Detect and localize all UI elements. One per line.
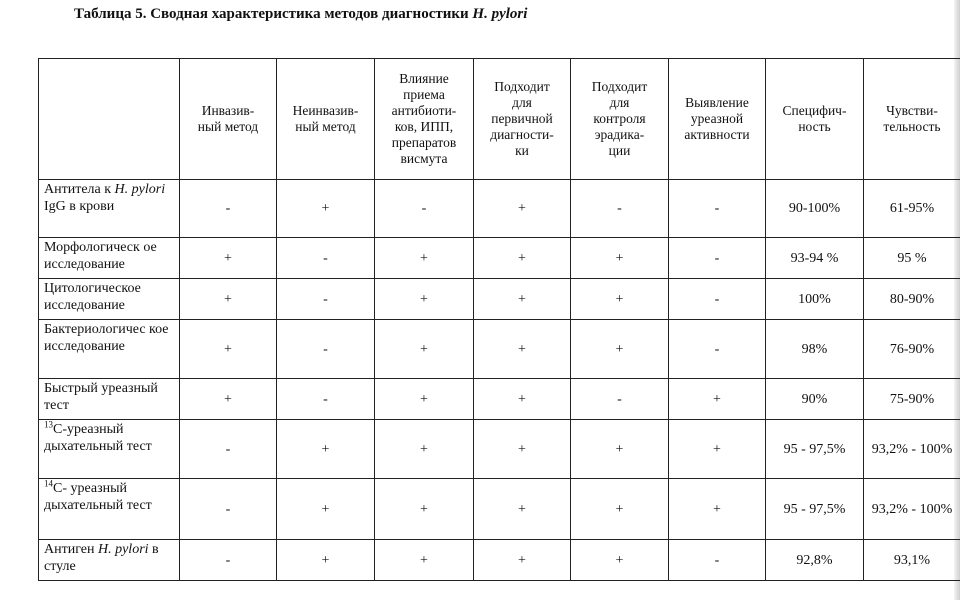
column-header-noninvasive <box>277 59 375 180</box>
table-cell-primary-diagnosis: + <box>474 320 571 379</box>
table-row <box>39 180 960 238</box>
table-cell-invasive: + <box>180 379 277 420</box>
table-cell-invasive: + <box>180 238 277 279</box>
column-header-line: тельность <box>883 119 941 134</box>
column-header-line: ность <box>798 119 831 134</box>
table-cell-specificity: 90% <box>766 379 864 420</box>
table-cell-primary-diagnosis: + <box>474 238 571 279</box>
table-cell-specificity: 95 - 97,5% <box>766 420 864 479</box>
table-cell-antibiotic-influence: + <box>375 479 474 540</box>
table-cell-noninvasive: + <box>277 479 375 540</box>
table-cell-primary-diagnosis: + <box>474 180 571 238</box>
isotope-superscript: 14 <box>44 478 53 489</box>
column-header-line: Влияние <box>399 71 449 86</box>
row-label-part: С- уреазный дыхательный тест <box>44 481 152 513</box>
table-cell-specificity: 93-94 % <box>766 238 864 279</box>
table-row <box>39 238 960 279</box>
table-cell-noninvasive: - <box>277 238 375 279</box>
column-header-line: контроля <box>593 111 646 126</box>
table-cell-eradication-control: - <box>571 180 669 238</box>
caption-prefix: Таблица 5. Сводная характеристика методов диагностики <box>74 6 473 22</box>
column-header-invasive <box>180 59 277 180</box>
table-cell-antibiotic-influence: + <box>375 379 474 420</box>
column-header-line: ции <box>608 143 631 158</box>
table-caption <box>74 6 527 23</box>
column-header-line: Подходит <box>591 79 648 94</box>
table-cell-specificity: 92,8% <box>766 540 864 581</box>
row-label <box>39 180 180 238</box>
column-header-line: Неинвазив- <box>292 103 359 118</box>
column-header-line: Выявление <box>685 95 749 110</box>
table-cell-sensitivity: 95 % <box>864 238 960 279</box>
table-cell-sensitivity: 80-90% <box>864 279 960 320</box>
header-row <box>39 59 960 180</box>
table-cell-invasive: - <box>180 540 277 581</box>
table-cell-sensitivity: 61-95% <box>864 180 960 238</box>
table-cell-sensitivity: 93,2% - 100% <box>864 479 960 540</box>
table-body <box>39 180 960 581</box>
row-label <box>39 540 180 581</box>
row-label-part: Цитологическое исследование <box>44 281 141 313</box>
column-header-line: ков, ИПП, <box>394 119 454 134</box>
isotope-superscript: 13 <box>44 419 53 430</box>
table-cell-urease-activity: - <box>669 540 766 581</box>
table-row <box>39 379 960 420</box>
column-header-urease-activity <box>669 59 766 180</box>
row-label <box>39 379 180 420</box>
table-cell-antibiotic-influence: + <box>375 540 474 581</box>
column-header-line: Чувстви- <box>886 103 938 118</box>
column-header-line: ный метод <box>197 119 259 134</box>
table-cell-urease-activity: + <box>669 379 766 420</box>
row-label-part: С-уреазный дыхательный тест <box>44 422 152 454</box>
row-label-part: IgG в крови <box>44 199 115 214</box>
table-cell-primary-diagnosis: + <box>474 379 571 420</box>
table-cell-eradication-control: + <box>571 540 669 581</box>
table-cell-eradication-control: + <box>571 479 669 540</box>
column-header-primary-diagnosis <box>474 59 571 180</box>
table-cell-invasive: + <box>180 320 277 379</box>
table-cell-noninvasive: + <box>277 420 375 479</box>
table-row <box>39 479 960 540</box>
table-cell-eradication-control: + <box>571 279 669 320</box>
column-header-line: диагности- <box>490 127 554 142</box>
table-cell-primary-diagnosis: + <box>474 420 571 479</box>
column-header-line: препаратов <box>391 135 457 150</box>
table-cell-specificity: 95 - 97,5% <box>766 479 864 540</box>
table-cell-primary-diagnosis: + <box>474 279 571 320</box>
column-header-line: ный метод <box>295 119 356 134</box>
column-header-line: первичной <box>491 111 553 126</box>
column-header-sensitivity <box>864 59 960 180</box>
table-cell-primary-diagnosis: + <box>474 540 571 581</box>
row-label-part: Антитела к <box>44 182 115 197</box>
diagnostics-table <box>38 58 960 581</box>
column-header-line: уреазной <box>690 111 744 126</box>
table-cell-noninvasive: + <box>277 540 375 581</box>
table-cell-eradication-control: + <box>571 320 669 379</box>
table-cell-primary-diagnosis: + <box>474 479 571 540</box>
table-row <box>39 320 960 379</box>
table-row <box>39 540 960 581</box>
table-cell-invasive: - <box>180 180 277 238</box>
table-cell-eradication-control: - <box>571 379 669 420</box>
table-cell-noninvasive: + <box>277 180 375 238</box>
column-header-eradication-control <box>571 59 669 180</box>
table-cell-antibiotic-influence: - <box>375 180 474 238</box>
table-cell-noninvasive: - <box>277 279 375 320</box>
table-row <box>39 279 960 320</box>
table-cell-noninvasive: - <box>277 379 375 420</box>
table-cell-urease-activity: + <box>669 479 766 540</box>
table-cell-sensitivity: 93,2% - 100% <box>864 420 960 479</box>
table-cell-noninvasive: - <box>277 320 375 379</box>
column-header-line: активности <box>684 127 750 142</box>
table-cell-urease-activity: + <box>669 420 766 479</box>
table-row <box>39 420 960 479</box>
row-label-part: в стуле <box>44 542 159 574</box>
table-cell-urease-activity: - <box>669 279 766 320</box>
table-cell-invasive: + <box>180 279 277 320</box>
column-header-line: Подходит <box>494 79 550 94</box>
table-cell-specificity: 90-100% <box>766 180 864 238</box>
table-cell-antibiotic-influence: + <box>375 320 474 379</box>
row-label <box>39 420 180 479</box>
row-label-part: H. pylori <box>114 182 166 197</box>
row-label-part: H. pylori <box>97 542 149 557</box>
table-cell-urease-activity: - <box>669 238 766 279</box>
column-header-corner <box>39 59 180 180</box>
column-header-line: ки <box>515 143 529 158</box>
table-cell-eradication-control: + <box>571 238 669 279</box>
table-cell-sensitivity: 75-90% <box>864 379 960 420</box>
column-header-line: Специфич- <box>782 103 847 118</box>
row-label <box>39 279 180 320</box>
table-cell-sensitivity: 76-90% <box>864 320 960 379</box>
row-label-part: Морфологическ ое исследование <box>44 240 157 272</box>
row-label <box>39 479 180 540</box>
row-label-part: Бактериологичес кое исследование <box>44 322 169 354</box>
table-cell-antibiotic-influence: + <box>375 420 474 479</box>
column-header-specificity <box>766 59 864 180</box>
table-cell-specificity: 98% <box>766 320 864 379</box>
table-cell-antibiotic-influence: + <box>375 279 474 320</box>
row-label <box>39 320 180 379</box>
table-cell-invasive: - <box>180 420 277 479</box>
row-label-part: Быстрый уреазный тест <box>44 381 158 413</box>
row-label-part: Антиген <box>44 542 98 557</box>
table-cell-invasive: - <box>180 479 277 540</box>
caption-organism: H. pylori <box>472 6 528 22</box>
row-label <box>39 238 180 279</box>
table-cell-sensitivity: 93,1% <box>864 540 960 581</box>
column-header-line: для <box>512 95 532 110</box>
table-cell-urease-activity: - <box>669 180 766 238</box>
column-header-line: приема <box>403 87 445 102</box>
column-header-line: Инвазив- <box>201 103 255 118</box>
table-cell-eradication-control: + <box>571 420 669 479</box>
column-header-line: эрадика- <box>594 127 645 142</box>
column-header-line: для <box>609 95 630 110</box>
column-header-line: антибиоти- <box>391 103 457 118</box>
column-header-antibiotic-influence <box>375 59 474 180</box>
table-cell-specificity: 100% <box>766 279 864 320</box>
table-cell-antibiotic-influence: + <box>375 238 474 279</box>
table-cell-urease-activity: - <box>669 320 766 379</box>
column-header-line: висмута <box>400 151 448 166</box>
